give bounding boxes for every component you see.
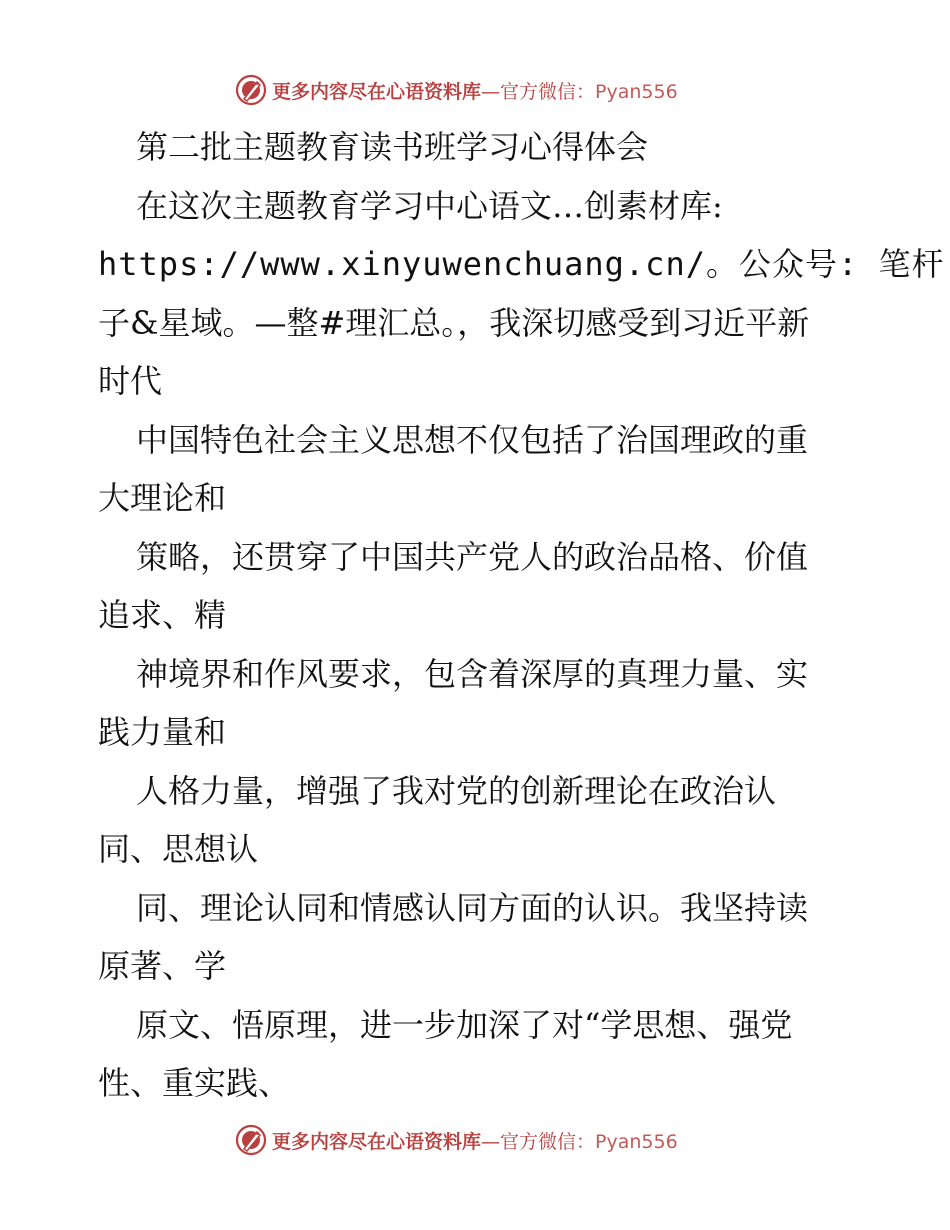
paragraph-line-url: https://www.xinyuwenchuang.cn/。公众号: 笔杆 [98,245,945,283]
header-text [272,77,678,104]
paragraph-line: 大理论和 [98,479,227,517]
footer-brand: 更多内容尽在心语资料库 [272,1130,482,1153]
paragraph-line: 同、理论认同和情感认同方面的认识。我坚持读 [136,888,809,927]
paragraph-line: 在这次主题教育学习中心语文…创素材库: [136,186,723,225]
paragraph-line: 同、思想认 [98,830,259,868]
paragraph-line: 原著、学 [98,947,227,985]
header-wechat-id: Pyan556 [595,80,678,103]
paragraph-line: 原文、悟原理，进一步加深了对“学思想、强党 [136,1005,793,1044]
paragraph-line: 策略，还贯穿了中国共产党人的政治品格、价值 [136,537,809,576]
document-body [98,118,945,1113]
paragraph-line: 践力量和 [98,713,227,751]
paragraph-line: 神境界和作风要求，包含着深厚的真理力量、实 [136,654,809,693]
paragraph-line: 人格力量，增强了我对党的创新理论在政治认 [136,771,777,810]
paragraph-line: 性、重实践、 [98,1064,291,1102]
paragraph-line: 时代 [98,362,163,400]
header-banner [234,70,678,110]
header-separator: — [481,80,501,103]
document-title: 第二批主题教育读书班学习心得体会 [136,128,649,166]
footer-wechat-id: Pyan556 [595,1130,678,1153]
pen-nib-logo-icon [234,73,268,107]
paragraph-line: 中国特色社会主义思想不仅包括了治国理政的重 [136,420,809,459]
paragraph-line: 子&星域。—整#理汇总。，我深切感受到习近平新 [98,303,810,342]
pen-nib-logo-icon [234,1123,268,1157]
header-brand: 更多内容尽在心语资料库 [272,80,482,103]
footer-separator: — [481,1130,501,1153]
header-wechat-label: 官方微信： [500,80,596,103]
footer-text [272,1127,678,1154]
paragraph-line: 追求、精 [98,596,227,634]
footer-banner [234,1120,678,1160]
footer-wechat-label: 官方微信： [500,1130,596,1153]
